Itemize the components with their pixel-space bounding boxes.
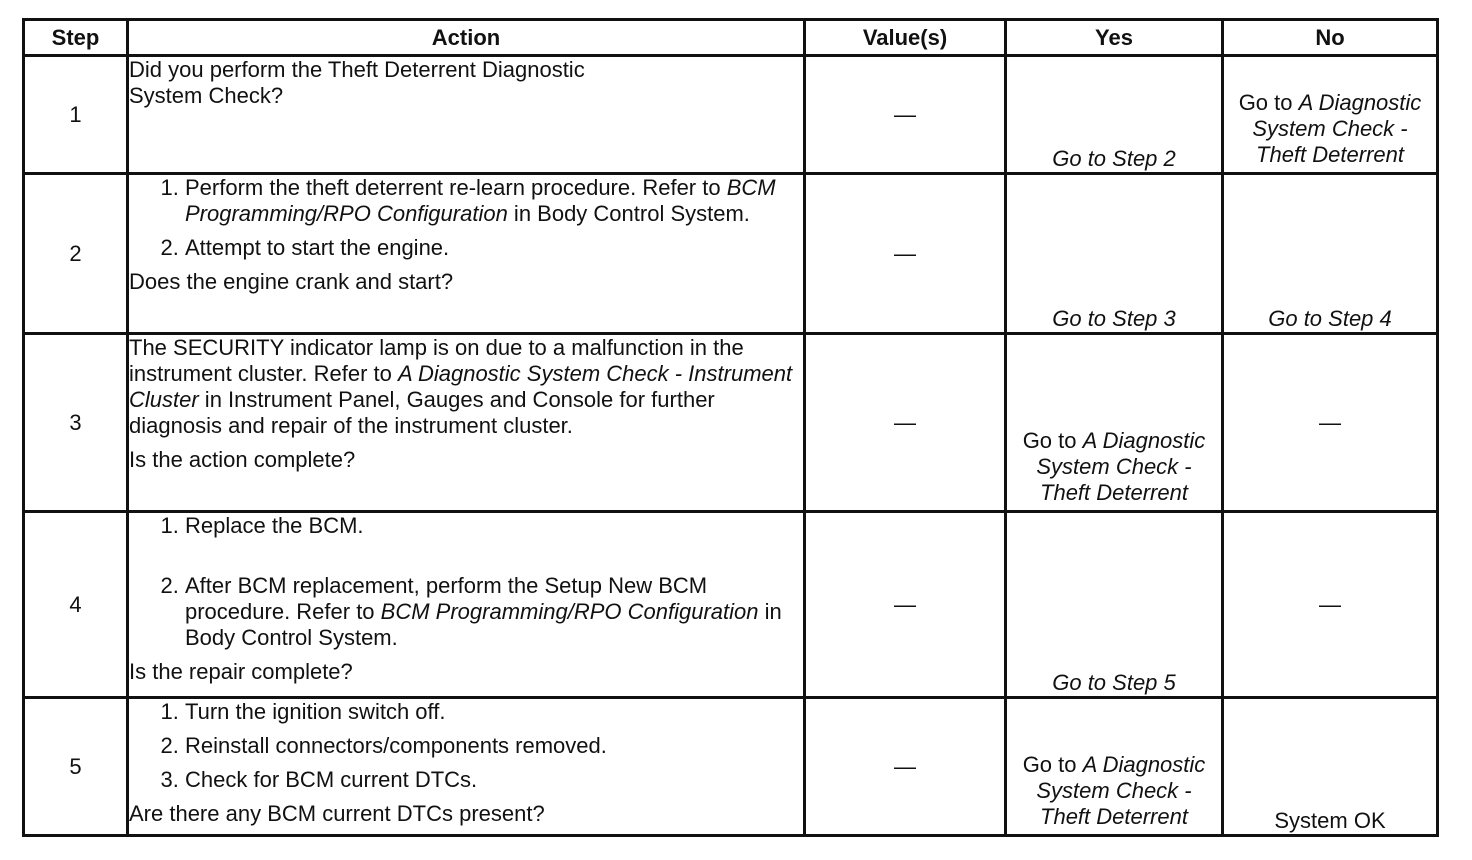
action-text: After BCM replacement, perform the Setup New BCM procedure. Refer to — [185, 573, 708, 624]
action-cell — [128, 334, 805, 512]
action-question: Is the action complete? — [129, 447, 356, 472]
action-cell — [128, 56, 805, 174]
no-link[interactable]: A Diagnostic System Check - Theft Deterrent — [1252, 90, 1422, 167]
value-cell: — — [805, 56, 1006, 174]
action-cell — [128, 174, 805, 334]
no-cell: — — [1223, 512, 1438, 698]
diagnostic-table — [22, 18, 1439, 837]
action-text: Did you perform the Theft Deterrent Diagnostic System Check? — [129, 57, 585, 108]
list-item: 1. Turn the ignition switch off. — [185, 699, 803, 725]
yes-link[interactable]: A Diagnostic System Check - Theft Deterrent — [1036, 428, 1206, 505]
value-cell: — — [805, 512, 1006, 698]
list-item — [185, 573, 803, 651]
header-values: Value(s) — [805, 20, 1006, 56]
table-row — [24, 56, 1438, 174]
action-text: in Body Control System. — [185, 599, 782, 650]
action-steps-list — [129, 175, 803, 261]
step-number: 3 — [24, 334, 128, 512]
header-row — [24, 20, 1438, 56]
no-cell: — — [1223, 334, 1438, 512]
no-prefix: Go to — [1238, 90, 1299, 115]
action-question: Is the repair complete? — [129, 659, 353, 684]
no-cell — [1223, 174, 1438, 334]
step-number: 5 — [24, 698, 128, 836]
no-cell — [1223, 56, 1438, 174]
yes-link[interactable]: Go to Step 3 — [1052, 306, 1176, 331]
action-steps-list — [129, 699, 803, 793]
value-cell: — — [805, 334, 1006, 512]
yes-prefix: Go to — [1022, 428, 1083, 453]
list-item: 1. Replace the BCM. — [185, 513, 803, 539]
no-cell: System OK — [1223, 698, 1438, 836]
yes-cell — [1006, 512, 1223, 698]
step-number: 2 — [24, 174, 128, 334]
action-cell — [128, 512, 805, 698]
header-no: No — [1223, 20, 1438, 56]
yes-cell — [1006, 698, 1223, 836]
list-item — [185, 175, 803, 227]
action-text: in Instrument Panel, Gauges and Console for further diagnosis and repair of the instrument cluster. — [129, 387, 715, 438]
yes-cell — [1006, 56, 1223, 174]
yes-cell — [1006, 174, 1223, 334]
list-item: 2. Attempt to start the engine. — [185, 235, 803, 261]
action-text: in Body Control System. — [507, 201, 750, 226]
header-action: Action — [128, 20, 805, 56]
yes-prefix: Go to — [1022, 752, 1083, 777]
action-question: Are there any BCM current DTCs present? — [129, 801, 545, 826]
action-cell — [128, 698, 805, 836]
yes-cell — [1006, 334, 1223, 512]
reference-link[interactable]: BCM Programming/RPO Configuration — [185, 175, 776, 226]
table-row — [24, 174, 1438, 334]
yes-link[interactable]: A Diagnostic System Check - Theft Deterrent — [1036, 752, 1206, 829]
step-number: 1 — [24, 56, 128, 174]
list-item: 2. Reinstall connectors/components removed. — [185, 733, 803, 759]
reference-link[interactable]: A Diagnostic System Check - Instrument Cluster — [129, 361, 793, 412]
table-row — [24, 512, 1438, 698]
no-link[interactable]: Go to Step 4 — [1268, 306, 1392, 331]
yes-link[interactable]: Go to Step 2 — [1052, 146, 1176, 171]
action-text: The SECURITY indicator lamp is on due to a malfunction in the instrument cluster. Refer to — [129, 335, 744, 386]
table-row — [24, 334, 1438, 512]
header-yes: Yes — [1006, 20, 1223, 56]
table-row — [24, 698, 1438, 836]
reference-link[interactable]: BCM Programming/RPO Configuration — [380, 599, 759, 624]
action-steps-list — [129, 513, 803, 651]
yes-link[interactable]: Go to Step 5 — [1052, 670, 1176, 695]
value-cell: — — [805, 174, 1006, 334]
value-cell: — — [805, 698, 1006, 836]
action-question: Does the engine crank and start? — [129, 269, 454, 294]
list-item: 3. Check for BCM current DTCs. — [185, 767, 803, 793]
action-text: Perform the theft deterrent re-learn procedure. Refer to — [185, 175, 727, 200]
step-number: 4 — [24, 512, 128, 698]
header-step: Step — [24, 20, 128, 56]
